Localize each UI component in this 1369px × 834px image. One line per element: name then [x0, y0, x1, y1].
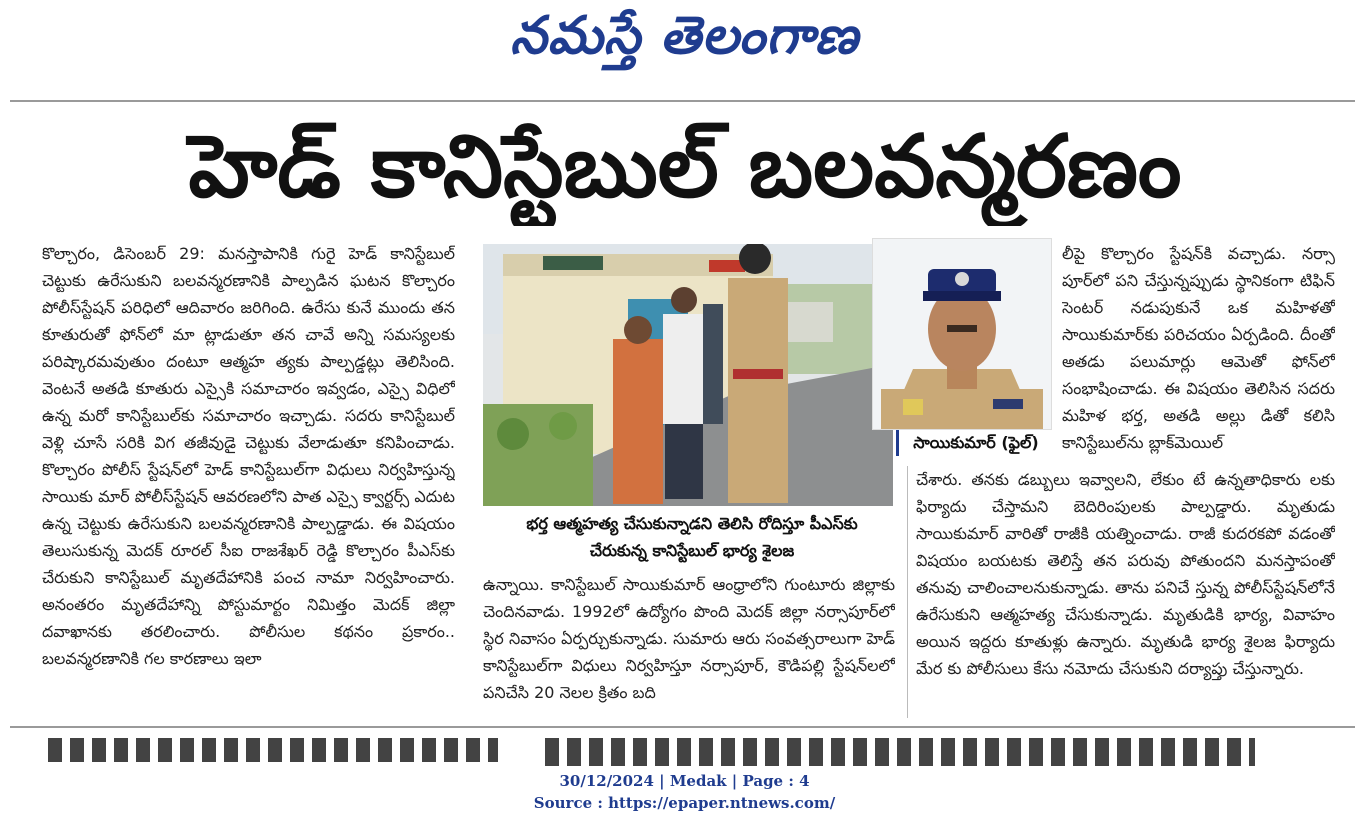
masthead — [0, 0, 1369, 78]
article-column-right-top: లీపై కొల్చారం స్టేషన్‌కి వచ్చాడు. నర్సా పూర్‌లో పని చేస్తున్నప్పుడు స్థానికంగా టిఫిన్ సెంటర్ నడుపుకునే ఒక మహిళతో సాయికుమార్‌కు పరిచయం ఏర్పడింది. దీంతో అతడు పలుమార్లు ఆమెతో ఫోన్‌లో సంభాషించాడు. ఈ విషయం తెలిసిన సదరు మహిళ భర్త, అతడి అల్లు డితో కలిసి కానిస్టేబుల్‌ను బ్లాక్‌మెయిల్ — [1062, 244, 1335, 452]
cutoff-next-headline-right — [545, 738, 1255, 766]
masthead-logo: నమస్తే తెలంగాణ — [510, 6, 859, 66]
bottom-divider — [10, 726, 1355, 728]
article-column-middle: ఉన్నాయి. కానిస్టేబుల్ సాయికుమార్ ఆంధ్రాలోని గుంటూరు జిల్లాకు చెందినవాడు. 1992లో ఉద్యోగం పొంది మెదక్ జిల్లా నర్సాపూర్‌లో స్థిర నివాసం ఏర్పర్చుకున్నాడు. సుమారు ఆరు సంవత్సరాలుగా హెడ్ కానిస్టేబుల్‌గా విధులు నిర్వహిస్తూ నర్సాపూర్, కౌడిపల్లి స్టేషన్‌లలో పనిచేసి 20 నెలల క్రితం బది — [483, 575, 895, 702]
cutoff-next-headline-left — [48, 738, 498, 762]
column-divider — [907, 466, 908, 718]
page-footer — [0, 770, 1369, 814]
footer-date-page: 30/12/2024 | Medak | Page : 4 — [559, 772, 810, 790]
article-column-left: కొల్చారం, డిసెంబర్ 29: మనస్తాపానికి గురై హెడ్ కానిస్టేబుల్ చెట్టుకు ఉరేసుకుని బలవన్మరణానికి పాల్పడిన ఘటన కొల్చారం పోలీస్‌స్టేషన్ పరిధిలో ఆదివారం జరిగింది. ఉరేసు కునే ముందు తన కూతురుతో ఫోన్‌లో మా ట్లాడుతూ తన చావే అన్ని సమస్యలకు పరిష్కారమవుతుం దంటూ ఆత్మహ త్యకు పాల్పడ్డట్లు తెలిసింది. వెంటనే అతడి కూతురు ఎస్సైకి సమాచారం ఇవ్వడం, ఎస్సై విధిలో ఉన్న మరో కానిస్టేబుల్‌కు సమాచారం ఇచ్చాడు. సదరు కానిస్టేబుల్ వెళ్లి చూసే సరికి విగ తజీవుడై చెట్టుకు వేలాడుతూ కనిపించాడు. కొల్చారం పోలీస్ స్టేషన్‌లో హెడ్ కానిస్టేబుల్‌గా విధులు నిర్వహిస్తున్న సాయికు మార్ పోలీస్‌స్టేషన్ ఆవరణలోని పాత ఎస్సై క్వార్టర్స్ ఎదుట ఉన్న చెట్టుకు ఉరేసుకుని బలవన్మరణానికి పాల్పడ్డాడు. ఈ విషయం తెలుసుకున్న మెదక్ రూరల్ సీఐ రాజశేఖర్ రెడ్డి కొల్చారం పీఎస్‌కు చేరుకుని కానిస్టేబుల్ మృతదేహానికి పంచ నామా నిర్వహించారు. అనంతరం మృతదేహాన్ని పోస్టుమార్టం నిమిత్తం మెదక్ జిల్లా దవాఖానకు తరలించారు. పోలీసుల కథనం ప్రకారం.. బలవన్మరణానికి గల కారణాలు ఇలా — [42, 244, 455, 668]
profile-photo-saikumar — [872, 238, 1052, 430]
news-photo-wife-at-station — [483, 244, 893, 506]
top-divider — [10, 100, 1355, 102]
article-column-right-bottom: చేశారు. తనకు డబ్బులు ఇవ్వాలని, లేకుం టే ఉన్నతాధికారు లకు ఫిర్యాదు చేస్తామని బెదిరింపులకు పాల్పడ్డారు. మృతుడు సాయికుమార్ వారితో రాజీకి యత్నించాడు. రాజీ కుదరకపో వడంతో విషయం బయటకు తెలిస్తే తన పరువు పోతుందని మనస్తాపంతో తనువు చాలించాలనుకున్నాడు. తాను పనిచే స్తున్న పోలీస్‌స్టేషన్‌లోనే ఉరేసుకుని ఆత్మహత్య చేసుకున్నాడు. మృతుడికి భార్య, వివాహం అయిన ఇద్దరు కూతుళ్లు ఉన్నారు. మృతుడి భార్య శైలజ ఫిర్యాదు మేర కు పోలీసులు కేసు నమోదు చేసుకుని దర్యాప్తు చేస్తున్నారు. — [916, 470, 1335, 678]
photo-caption-saikumar: సాయికుమార్ (ఫైల్) — [896, 430, 1053, 456]
headline: హెడ్ కానిస్టేబుల్ బలవన్మరణం — [188, 117, 1182, 217]
photo-caption-wife: భర్త ఆత్మహత్య చేసుకున్నాడని తెలిసి రోదిస్తూ పీఎస్‌కు చేరుకున్న కానిస్టేబుల్ భార్య శైలజ — [526, 514, 858, 560]
footer-source-link[interactable]: Source : https://epaper.ntnews.com/ — [533, 794, 836, 812]
